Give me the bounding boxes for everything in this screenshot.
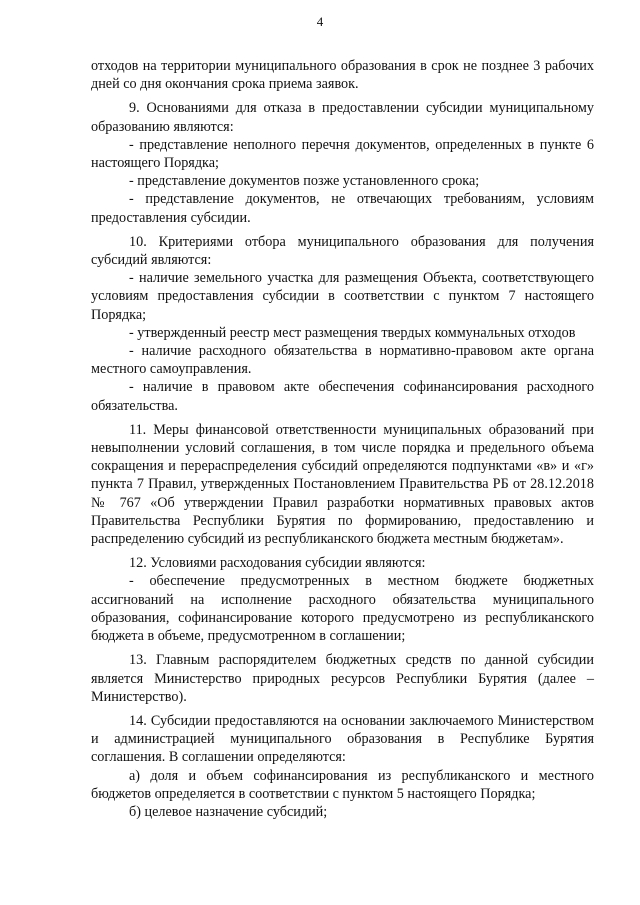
- list-item: а) доля и объем софинансирования из республиканского и местного бюджетов определяется в соответствии с пунктом 5 настоящего Порядка;: [91, 767, 594, 802]
- paragraph: 12. Условиями расходования субсидии являются:: [129, 555, 426, 572]
- list-item: - утвержденный реестр мест размещения твердых коммунальных отходов: [129, 324, 576, 341]
- paragraph: 13. Главным распорядителем бюджетных средств по данной субсидии является Министерство природных ресурсов Республики Бурятия (далее – Министерство).: [91, 652, 594, 705]
- list-item: - представление документов позже установленного срока;: [129, 173, 480, 190]
- list-item: - наличие в правовом акте обеспечения софинансирования расходного обязательства.: [91, 379, 594, 414]
- paragraph: 14. Субсидии предоставляются на основании заключаемого Министерством и администрацией муниципального образования в Республике Бурятия соглашения. В соглашении определяются:: [91, 712, 594, 766]
- paragraph: 9. Основаниями для отказа в предоставлении субсидии муниципальному образованию являются:: [91, 100, 594, 135]
- paragraph: 11. Меры финансовой ответственности муниципальных образований при невыполнении условий соглашения, в том числе порядка и предельного объема сокращения и перераспределения субсидий определяются подпунктами «в» и «г» пункта 7 Правил, утвержденных Постановлением Правительства РБ от 28.12.2018 № 767 «Об утверждении Правил разработки нормативных правовых актов Правительства Республики Бурятия по формированию, предоставлению и распределению субсидий из республиканского бюджета местным бюджетам».: [91, 421, 594, 548]
- paragraph: 10. Критериями отбора муниципального образования для получения субсидий являются:: [91, 233, 594, 269]
- list-item: - наличие земельного участка для размещения Объекта, соответствующего условиям предоставления субсидии в соответствии с пунктом 7 настоящего Порядка;: [91, 270, 594, 323]
- list-item: - представление документов, не отвечающих требованиям, условиям предоставления субсидии.: [91, 191, 594, 226]
- list-item: - обеспечение предусмотренных в местном бюджете бюджетных ассигнований на исполнение расходного обязательства муниципального образования, софинансирование которого предусмотрено из республиканского бюджета в объеме, предусмотренном в соглашении;: [91, 573, 594, 645]
- list-item: - представление неполного перечня документов, определенных в пункте 6 настоящего Порядка;: [91, 136, 594, 172]
- page-number: 4: [316, 14, 324, 29]
- document-body: [91, 57, 594, 821]
- paragraph: отходов на территории муниципального образования в срок не позднее 3 рабочих дней со дня окончания срока приема заявок.: [91, 58, 594, 93]
- list-item: б) целевое назначение субсидий;: [129, 803, 328, 820]
- list-item: - наличие расходного обязательства в нормативно-правовом акте органа местного самоуправления.: [91, 343, 594, 378]
